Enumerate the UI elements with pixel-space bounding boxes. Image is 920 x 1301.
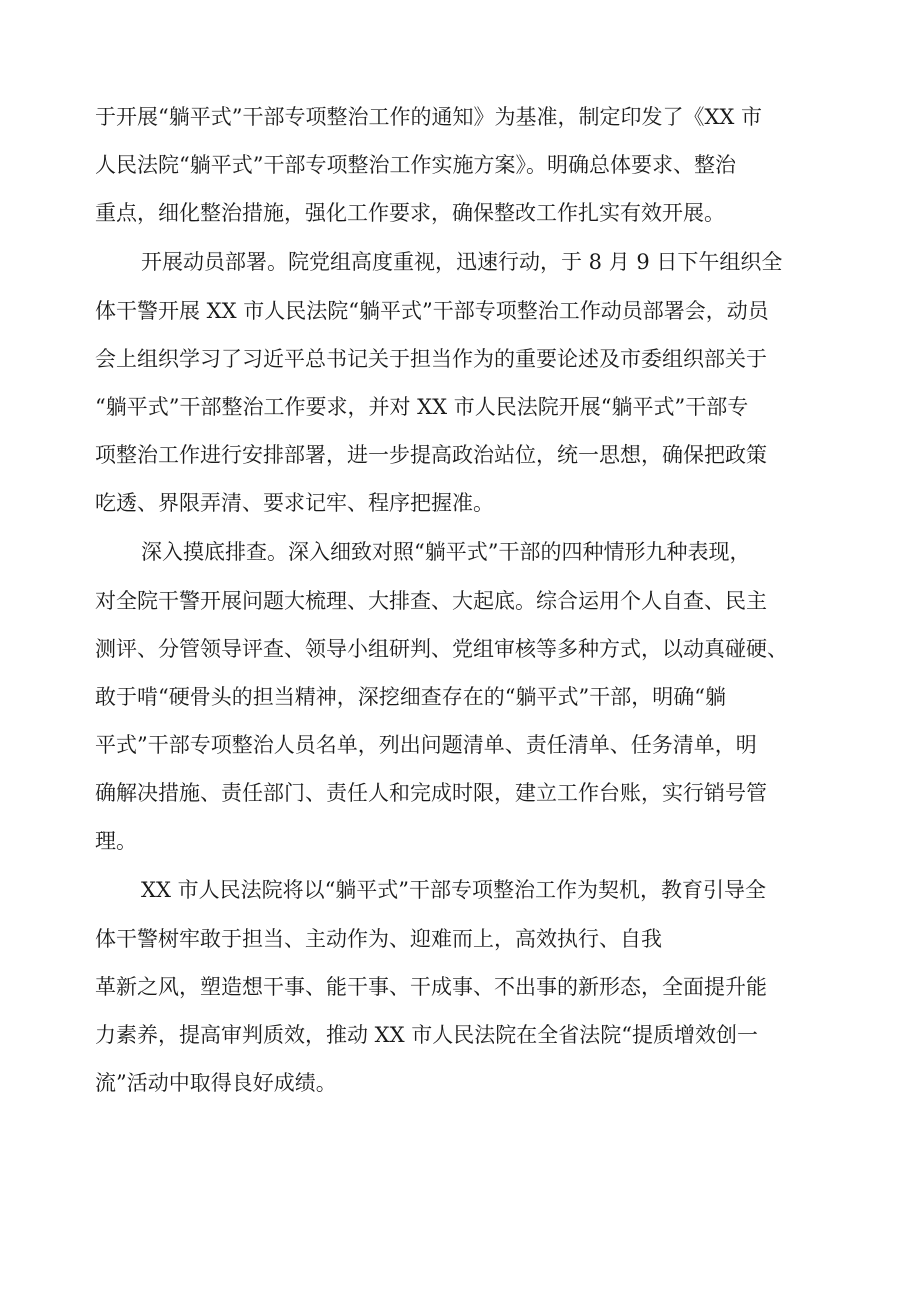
text-line: 测评、分管领导评查、领导小组研判、党组审核等多种方式，以动真碰硬、 [95, 637, 788, 661]
text-line: 流”活动中取得良好成绩。 [95, 1071, 337, 1095]
text-line: XX 市人民法院将以“躺平式”干部专项整治工作为契机，教育引导全 [141, 878, 767, 902]
text-line: 体干警开展 XX 市人民法院“躺平式”干部专项整治工作动员部署会，动员 [95, 299, 769, 323]
text-line: 开展动员部署。院党组高度重视，迅速行动，于 8 月 9 日下午组织全 [141, 250, 783, 274]
text-line: 体干警树牢敢于担当、主动作为、迎难而上，高效执行、自我 [95, 927, 662, 951]
text-line: 确解决措施、责任部门、责任人和完成时限，建立工作台账，实行销号管 [95, 781, 767, 805]
text-line: 深入摸底排查。深入细致对照“躺平式”干部的四种情形九种表现， [141, 540, 751, 564]
text-line: 会上组织学习了习近平总书记关于担当作为的重要论述及市委组织部关于 [95, 347, 767, 371]
text-line: 理。 [95, 829, 137, 853]
text-line: 平式”干部专项整治人员名单，列出问题清单、责任清单、任务清单，明 [95, 733, 757, 757]
text-line: 项整治工作进行安排部署，进一步提高政治站位，统一思想，确保把政策 [95, 443, 767, 467]
text-line: 革新之风，塑造想干事、能干事、干成事、不出事的新形态，全面提升能 [95, 975, 767, 999]
text-line: 人民法院“躺平式”干部专项整治工作实施方案》。明确总体要求、整治 [95, 153, 736, 177]
text-line: 重点，细化整治措施，强化工作要求，确保整改工作扎实有效开展。 [95, 201, 725, 225]
text-line: “躺平式”干部整治工作要求，并对 XX 市人民法院开展“躺平式”干部专 [95, 395, 749, 419]
text-line: 敢于啃“硬骨头的担当精神，深挖细查存在的“躺平式”干部，明确“躺 [95, 685, 726, 709]
text-line: 于开展“躺平式”干部专项整治工作的通知》为基准，制定印发了《XX 市 [95, 105, 763, 129]
text-line: 对全院干警开展问题大梳理、大排查、大起底。综合运用个人自查、民主 [95, 589, 767, 613]
text-line: 吃透、界限弄清、要求记牢、程序把握准。 [95, 491, 494, 515]
text-line: 力素养，提高审判质效，推动 XX 市人民法院在全省法院“提质增效创一 [95, 1023, 758, 1047]
